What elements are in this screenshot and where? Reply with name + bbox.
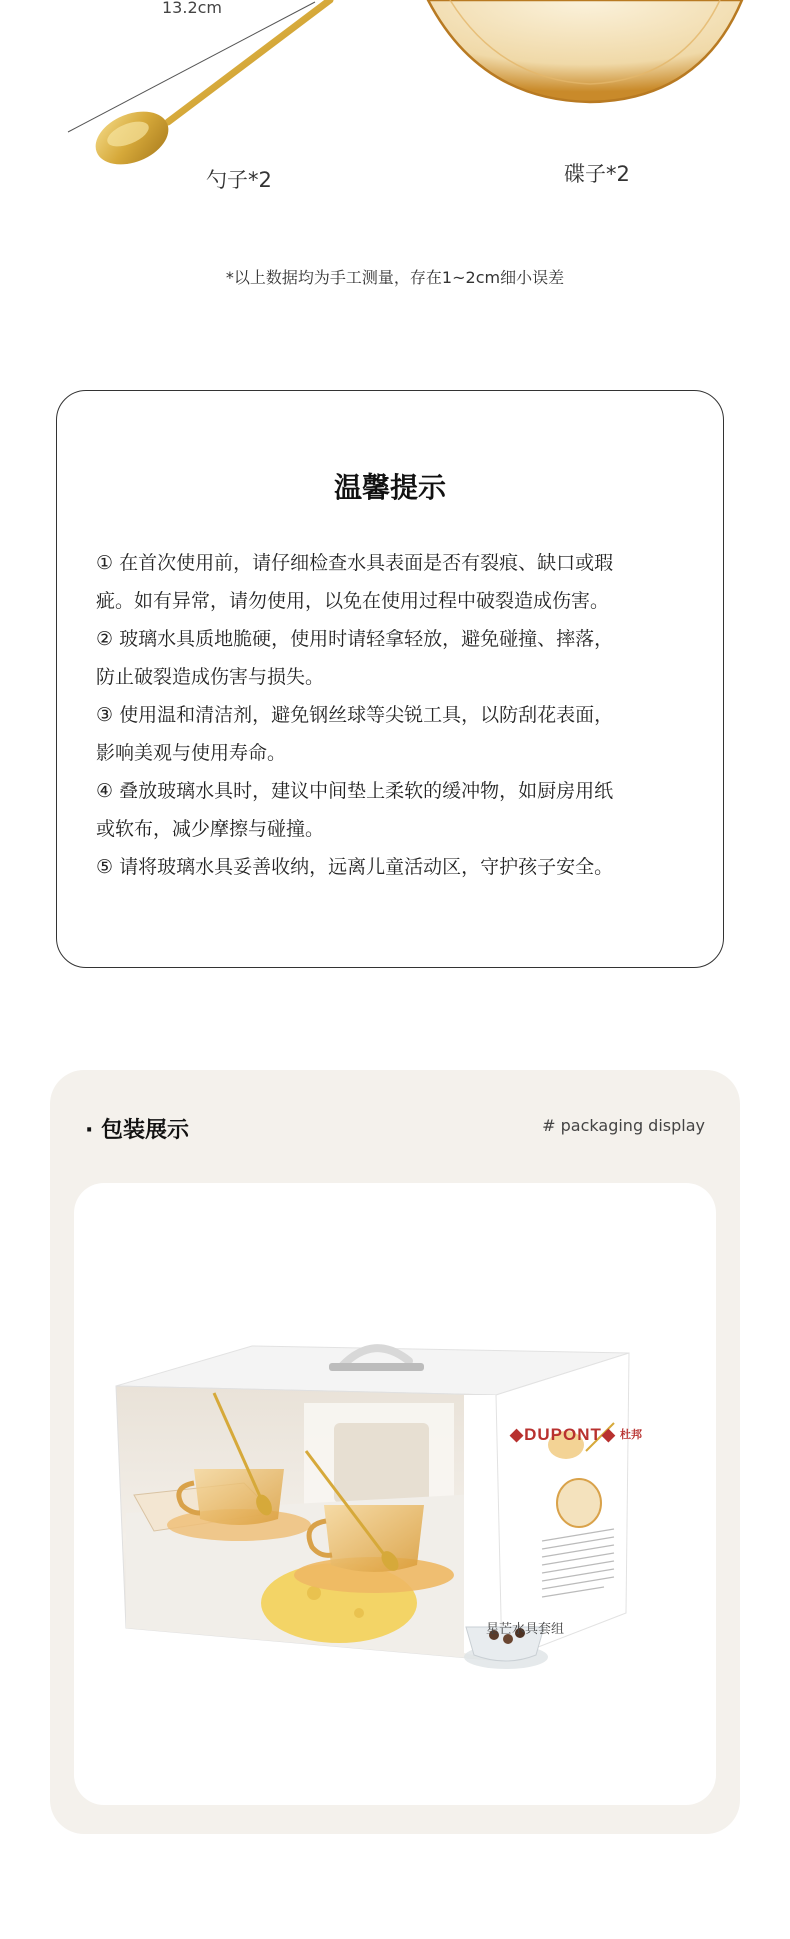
tip-line: ② 玻璃水具质地脆硬，使用时请轻拿轻放，避免碰撞、摔落，: [96, 628, 614, 650]
tip-line: 影响美观与使用寿命。: [96, 742, 287, 764]
tip-line: ③ 使用温和清洁剂，避免钢丝球等尖锐工具，以防刮花表面，: [96, 704, 614, 726]
measurement-note: *以上数据均为手工测量，存在1~2cm细小误差: [225, 268, 565, 287]
gift-box-image: [74, 1183, 716, 1805]
spoon-image: [60, 0, 360, 190]
spoon-dimension: 13.2cm: [162, 0, 223, 17]
tip-line: ④ 叠放玻璃水具时，建议中间垫上柔软的缓冲物，如厨房用纸: [96, 780, 614, 802]
packaging-section: [50, 1070, 740, 1834]
packaging-subtitle: # packaging display: [542, 1116, 705, 1135]
tips-list: [96, 544, 696, 886]
plate-label: 碟子*2: [564, 162, 630, 186]
packaging-title: · 包装展示: [85, 1118, 190, 1143]
tip-line: 疵。如有异常，请勿使用，以免在使用过程中破裂造成伤害。: [96, 590, 610, 612]
box-brand-logo: ◆DUPONT◆: [510, 1425, 616, 1444]
tip-line: 或软布，减少摩擦与碰撞。: [96, 818, 325, 840]
product-parts-section: [0, 0, 790, 340]
spoon-label: 勺子*2: [206, 168, 272, 192]
tip-line: ① 在首次使用前，请仔细检查水具表面是否有裂痕、缺口或瑕: [96, 552, 614, 574]
packaging-image-frame: [74, 1183, 716, 1805]
box-brand-cn: 杜邦: [620, 1428, 642, 1441]
tip-line: 防止破裂造成伤害与损失。: [96, 666, 325, 688]
tips-title: 温馨提示: [333, 471, 446, 504]
tip-line: ⑤ 请将玻璃水具妥善收纳，远离儿童活动区，守护孩子安全。: [96, 856, 614, 878]
box-product-name: 星芒水具套组: [486, 1622, 565, 1637]
tips-card: [56, 390, 724, 968]
plate-image: [420, 0, 760, 110]
